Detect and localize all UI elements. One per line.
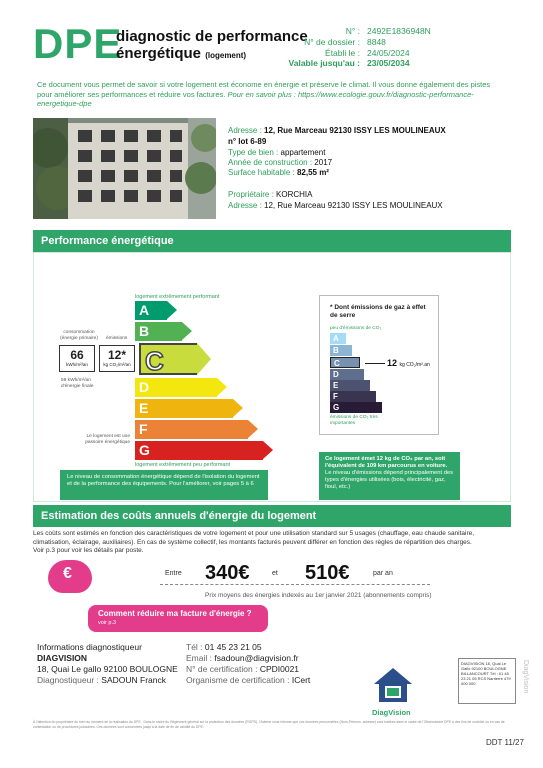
ges-bar-e: E [330, 380, 370, 391]
year-row: Année de construction : 2017 [228, 158, 333, 167]
ges-bar-f: F [330, 391, 376, 402]
footer-diagnostician: Diagnostiqueur : SADOUN Franck [37, 675, 166, 685]
company-stamp: DIAGVISION 18, Quai Le Gallo 92100 BOULOGNE BILLANCOURT Tél : 01 45 23 21 05 RCS Nanterre 479 000 000 [458, 658, 516, 704]
energy-class-letter: C [145, 346, 164, 376]
footer-address: 18, Quai Le gallo 92100 BOULOGNE [37, 664, 178, 674]
euro-icon: € [63, 565, 72, 582]
cost-between: Entre [165, 570, 182, 577]
ges-bar-a: A [330, 333, 346, 344]
em-label: émissions [106, 336, 128, 341]
intro-link[interactable]: Pour en savoir plus : https://www.ecologie.gouv.fr/diagnostic-performance-energetique-dpe [37, 89, 474, 108]
reduce-bill-button[interactable]: Comment réduire ma facture d'énergie ? voir p.3 [88, 605, 268, 632]
building-photo [33, 118, 216, 219]
ges-value: 12 kg CO₂/m².an [387, 358, 430, 368]
ges-top-label: peu d'émissions de CO₂ [330, 326, 382, 331]
footer-info-title: Informations diagnostiqueur [37, 642, 142, 652]
surface-row: Surface habitable : 82,55 m² [228, 168, 329, 177]
energy-bar-e: E [135, 399, 233, 418]
energy-bar-a: A [135, 301, 167, 320]
consumption-box: 66 kWh/m²/an [59, 345, 95, 372]
title-line-1: diagnostic de performance [116, 28, 308, 45]
cost-low: 340€ [205, 562, 250, 584]
cons-label: consommation (énergie primaire) [60, 330, 98, 341]
energy-bar-g: G [135, 441, 263, 460]
diagvision-logo-text: DiagVision [372, 708, 411, 717]
cost-high: 510€ [305, 562, 350, 584]
performance-section-bar: Performance énergétique [33, 230, 511, 252]
ges-bar-c: C [330, 357, 360, 368]
ges-bar-g: G [330, 402, 382, 413]
ges-note: Ce logement émet 12 kg de CO₂ par an, soit l'équivalent de 109 km parcourus en voiture. Le niveau d'émissions dépend principalement des types d'énergies utilisées (bois, électricité, gaz, fioul, etc.) [319, 452, 460, 500]
passoire-label: Le logement est une passoire énergétique [85, 434, 130, 445]
document-title [116, 28, 308, 64]
page-number: DDT 11/27 [486, 738, 524, 747]
emission-box: 12* kg CO₂/m²/an [99, 345, 135, 372]
consumption-note: Le niveau de consommation énergétique dépend de l'isolation du logement et de la performance des équipements. Pour l'améliorer, voir pages 5 à 6 [60, 470, 268, 500]
diagvision-logo-icon [372, 666, 414, 704]
owner-address-row: Adresse : 12, Rue Marceau 92130 ISSY LES MOULINEAUX [228, 201, 443, 210]
ges-bar-b: B [330, 345, 352, 356]
energy-bar-f: F [135, 420, 248, 439]
costs-description: Les coûts sont estimés en fonction des caractéristiques de votre logement et pour une utilisation standard sur 5 usages (chauffage, eau chaude sanitaire, climatisation, éclairage, auxiliaires). En cas de système collectif, les montants facturés peuvent différer en fonction des règles de répartition des charges. Voir p.3 pour voir les détails par poste. [33, 530, 475, 554]
scale-bottom-label: logement extrêmement peu performant [135, 462, 231, 468]
energy-bar-d: D [135, 378, 217, 397]
ges-bottom-label: émissions de CO₂ très importantes [330, 415, 378, 426]
ges-title: * Dont émissions de gaz à effet de serre [330, 304, 426, 319]
watermark: DiagVision [522, 660, 529, 694]
cost-divider [160, 584, 430, 585]
legal-notice: À l'attention du propriétaire du bien au moment de la réalisation du DPE : Dans le cadre du Règlement général sur la protection des données (RGPD), l'Ademe vous informe que vos données personnelles (Nom-Prénom -adresse) sont traitées dans le cadre de l'Observatoire DPE à des fins de contrôle ou en cas de contestation ou de procédures judiciaires. Ces données sont conservées jusqu'à la date de fin de validité du DPE. [33, 720, 505, 729]
ges-panel [319, 295, 439, 435]
cost-and: et [272, 570, 278, 577]
footer-email[interactable]: Email : fsadoun@diagvision.fr [186, 653, 299, 663]
footer-tel: Tél : 01 45 23 21 05 [186, 642, 262, 652]
owner-row: Propriétaire : KORCHIA [228, 190, 313, 199]
title-line-2: énergétique (logement) [116, 45, 247, 62]
address-row: Adresse : 12, Rue Marceau 92130 ISSY LES MOULINEAUX [228, 126, 446, 135]
scale-top-label: logement extrêmement performant [135, 294, 220, 300]
type-row: Type de bien : appartement [228, 148, 326, 157]
lot-row: n° lot 6-89 [228, 137, 267, 146]
final-energy-label: 59 kWh/m²/an d'énergie finale [61, 378, 94, 389]
footer-company: DIAGVISION [37, 653, 88, 663]
cost-per-year: par an [373, 570, 393, 577]
energy-class-c-highlight [139, 343, 197, 375]
cost-price-note: Prix moyens des énergies indexés au 1er janvier 2021 (abonnements compris) [205, 592, 432, 599]
ges-pointer-line [365, 363, 385, 364]
footer-certification: N° de certification : CPDI0021 [186, 664, 300, 674]
energy-bar-b: B [135, 322, 182, 341]
footer-organism: Organisme de certification : ICert [186, 675, 311, 685]
costs-section-bar: Estimation des coûts annuels d'énergie du logement [33, 505, 511, 527]
dpe-logo: DPE [33, 20, 123, 67]
intro-text: Ce document vous permet de savoir si votre logement est économe en énergie et préserve le climat. Il vous donne également des pistes pour améliorer ses performances et réduire vos factures. Pour en savoir plus : https://www.ecologie.gouv.fr/diagnostic-performance-energetique-dpe [37, 80, 491, 108]
ges-bar-d: D [330, 369, 364, 380]
